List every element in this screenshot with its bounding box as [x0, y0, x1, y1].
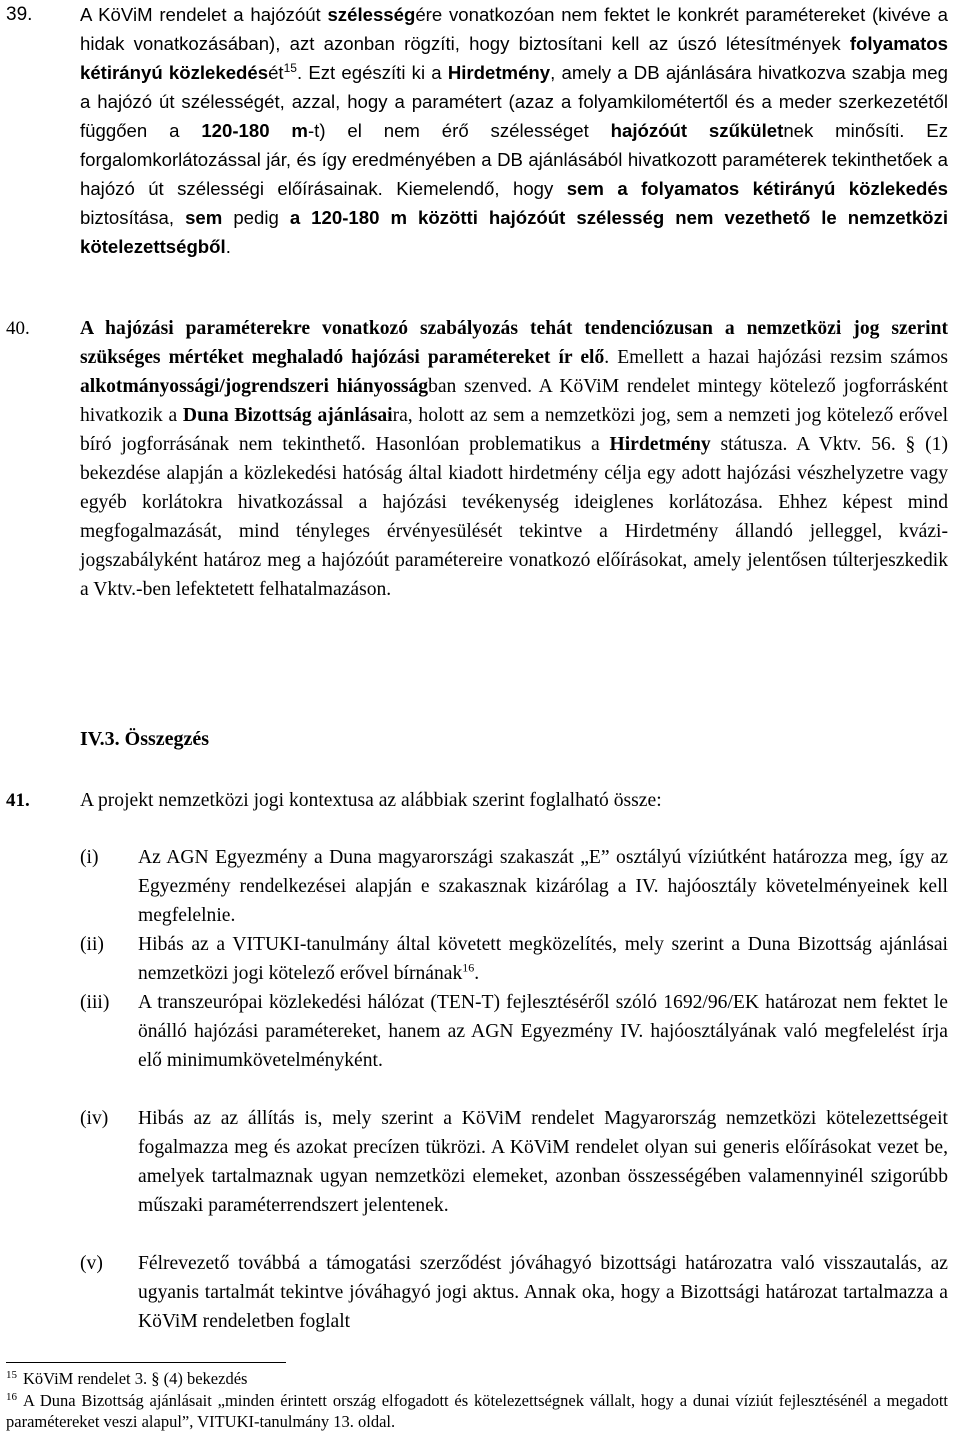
- text-run: státusza. A Vktv. 56. § (1) bekezdése alapján a közlekedési hatóság által kiadott hirdetmény célja egy adott hajózási vészhelyzetre vagy egyéb korlátokra hivatkozással a hajózási tevékenység ideiglenes korlátozása. Ehhez képest mind megfogalmazását, mind tényleges érvényesülését tekintve a Hirdetmény állandó jelleggel, kvázi-jogszabályként határoz meg a hajózóút paramétereire vonatkozó előírásokat, amely jelentősen túlterjeszkedik a Vktv.-ben lefektetett felhatalmazáson.: [80, 434, 948, 600]
- text-run: nek minősíti. Ez forgalomkorlátozással jár, és így eredményében a DB ajánlásából hivatkozott paraméterek tekinthetőek a hajózó út szélességi előírásainak. Kiemelendő, hogy: [80, 120, 948, 199]
- emphasis-text: Hirdetmény: [447, 62, 551, 83]
- text-run: ét: [268, 62, 284, 83]
- text-run: .: [474, 963, 480, 984]
- list-item-text: [138, 843, 948, 930]
- paragraph-number: 41.: [6, 790, 30, 811]
- text-run: . Ezt egészíti ki a: [296, 62, 448, 83]
- section-heading: IV.3. Összegzés: [80, 728, 210, 750]
- list-item-label: (iv): [80, 1108, 109, 1129]
- text-run: ére vonatkozóan nem fektet le konkrét paramétereket (kivéve a hidak vonatkozásában), azt azonban rögzíti, hogy biztosítani kell az úszó létesítmények: [80, 4, 948, 54]
- text-run: , amely a DB ajánlására hivatkozva szabja meg a hajózó út szélességét, azzal, hogy a paramétert (azaz a folyamkilométertől és a meder szerkezetétől függően a: [80, 62, 948, 141]
- emphasis-text: a 120-180 m közötti hajózóút szélesség nem vezethető le nemzetközi kötelezettségből: [80, 207, 949, 257]
- footnote-text: A Duna Bizottság ajánlásait „minden érintett ország elfogadott és kötelezettségnek vállalt, hogy a dunai víziút fejlesztésénél a megadott paramétereket veszi alapul”, VITUKI-tanulmány 13. oldal.: [6, 1391, 948, 1431]
- list-item-label: (ii): [80, 934, 104, 955]
- paragraph-text: [80, 314, 948, 604]
- footnote-divider: [6, 1362, 286, 1363]
- text-run: pedig: [222, 207, 290, 228]
- emphasis-text: alkotmányossági/jogrendszeri hiányosság: [80, 376, 429, 397]
- text-run: ban szenved. A KöViM rendelet mintegy kötelező jogforrásként hivatkozik a: [80, 376, 948, 426]
- list-item-text: [138, 1249, 948, 1336]
- footnote-16: [6, 1390, 948, 1432]
- emphasis-text: hajózóút szűkület: [610, 120, 784, 141]
- paragraph-text: [80, 0, 948, 261]
- list-item-label: (iii): [80, 992, 110, 1013]
- emphasis-text: 120-180 m: [201, 120, 308, 141]
- emphasis-text: Hirdetmény: [609, 434, 711, 455]
- list-item-text: [138, 930, 948, 988]
- text-run: A transzeurópai közlekedési hálózat (TEN-T) fejlesztéséről szóló 1692/96/EK határozat nem fektet le önálló hajózási paramétereket, hanem az AGN Egyezmény IV. hajóosztályának való megfelelést írja elő minimumkövetelményként.: [138, 992, 948, 1071]
- footnote-reference: 15: [283, 60, 297, 75]
- paragraph-number: 39.: [6, 4, 33, 25]
- text-run: -t) el nem érő szélességet: [307, 120, 611, 141]
- text-run: Félrevezető továbbá a támogatási szerződést jóváhagyó bizottsági határozatra való visszautalás, az ugyanis tartalmát tekintve jóváhagyó jogi aktus. Annak oka, hogy a Bizottsági határozat tartalmazza a KöViM rendeletben foglalt: [138, 1253, 948, 1332]
- footnote-reference: 16: [462, 960, 475, 975]
- list-item-text: [138, 988, 948, 1075]
- paragraph-number: 40.: [6, 318, 30, 339]
- text-run: biztosítása,: [80, 207, 186, 228]
- list-item-label: (v): [80, 1253, 103, 1274]
- list-item-text: [138, 1104, 948, 1220]
- list-item-label: (i): [80, 847, 99, 868]
- footnote-text: KöViM rendelet 3. § (4) bekezdés: [23, 1369, 248, 1388]
- text-run: Hibás az a VITUKI-tanulmány által követett megközelítés, mely szerint a Duna Bizottság ajánlásai nemzetközi jogi kötelező erővel bírnának: [138, 934, 948, 984]
- footnote-number: 16: [6, 1390, 17, 1403]
- text-run: .: [225, 236, 231, 257]
- emphasis-text: folyamatos kétirányú közlekedés: [80, 33, 948, 83]
- text-run: ra, holott az sem a nemzetközi jog, sem a nemzeti jog kötelező erővel bíró jogforrásának nem tekinthető. Hasonlóan problematikus a: [80, 405, 949, 455]
- text-run: . Emellett a hazai hajózási rezsim számos: [604, 347, 948, 368]
- text-run: Az AGN Egyezmény a Duna magyarországi szakaszát „E” osztályú víziútként határozza meg, így az Egyezmény rendelkezései alapján e szakasznak kizárólag a IV. hajóosztály követelményeinek kell megfelelnie.: [138, 847, 948, 926]
- footnote-15: [6, 1368, 948, 1389]
- emphasis-text: sem a folyamatos kétirányú közlekedés: [566, 178, 948, 199]
- text-run: Hibás az az állítás is, mely szerint a KöViM rendelet Magyarország nemzetközi kötelezettségeit fogalmazza meg és azokat precízen tükrözi. A KöViM rendelet olyan sui generis előírásokat vezet be, amelyek tartalmaznak ugyan nemzetközi elemeket, azonban összességében valamennyinél szigorúbb műszaki paraméterrendszert jelentenek.: [138, 1108, 948, 1216]
- emphasis-text: Duna Bizottság ajánlásai: [182, 405, 393, 426]
- emphasis-text: sem: [185, 207, 223, 228]
- footnote-number: 15: [6, 1368, 17, 1381]
- emphasis-text: szélesség: [327, 4, 416, 25]
- emphasis-text: A hajózási paraméterekre vonatkozó szabályozás tehát tendenciózusan a nemzetközi jog szerint szükséges mértéket meghaladó hajózási paramétereket ír elő: [80, 318, 948, 368]
- text-run: A KöViM rendelet a hajózóút: [80, 4, 328, 25]
- paragraph-intro: A projekt nemzetközi jogi kontextusa az alábbiak szerint foglalható össze:: [80, 790, 662, 811]
